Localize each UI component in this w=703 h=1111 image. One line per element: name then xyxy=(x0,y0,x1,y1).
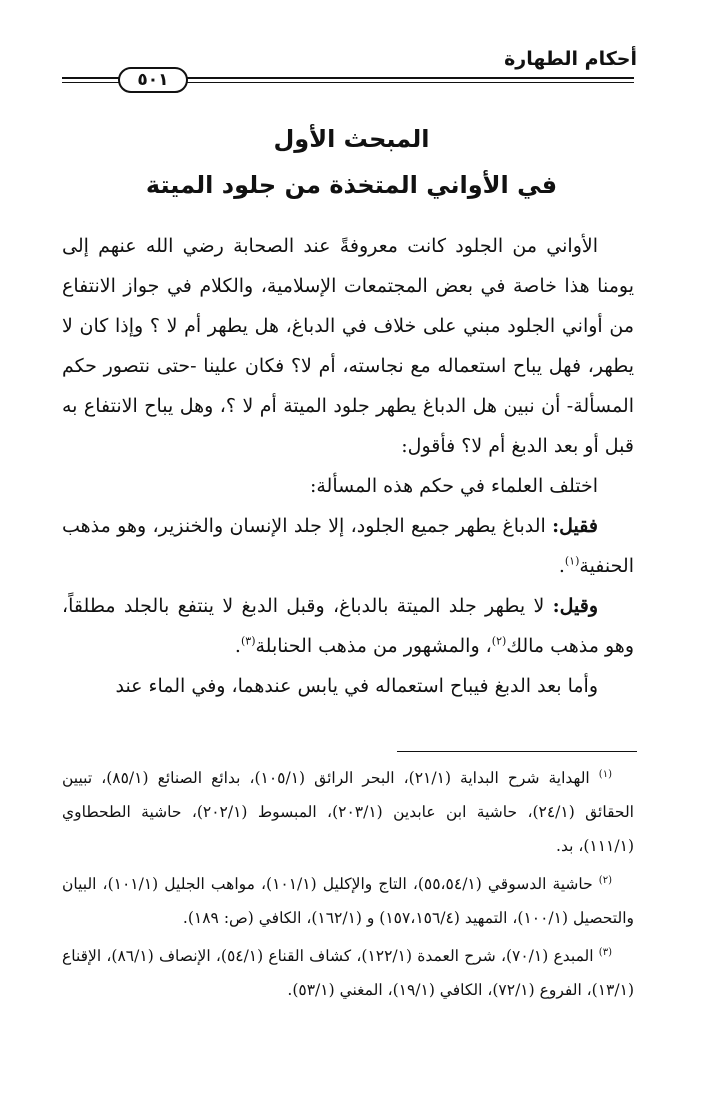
paragraph-lead: وقيل: xyxy=(552,595,598,617)
footnote-number: (١) xyxy=(598,768,612,780)
footnote xyxy=(62,867,634,935)
body-text xyxy=(62,226,634,706)
footnote-number: (٢) xyxy=(598,874,612,886)
paragraph: اختلف العلماء في حكم هذه المسألة: xyxy=(309,475,598,497)
footnote-text: المبدع (٧٠/١)، شرح العمدة (١٢٢/١)، كشاف القناع (٥٤/١)، الإنصاف (٨٦/١)، الإقناع (١٣/١)، الفروع (٧٢/١)، الكافي (١٩/١)، المغني (٥٣/١). xyxy=(62,947,634,999)
paragraph xyxy=(62,506,634,586)
paragraph-end: . xyxy=(558,555,565,577)
running-title: أحكام الطهارة xyxy=(504,48,637,70)
paragraph-text: لا يطهر جلد الميتة بالدباغ، وقبل الدبغ لا ينتفع بالجلد مطلقاً، وهو مذهب مالك xyxy=(62,595,634,657)
paragraph-end: . xyxy=(234,635,241,657)
paragraph: وأما بعد الدبغ فيباح استعماله في يابس عندهما، وفي الماء عند xyxy=(115,675,598,697)
paragraph-text: الدباغ يطهر جميع الجلود، إلا جلد الإنسان والخنزير، وهو مذهب الحنفية xyxy=(62,515,634,577)
footnote xyxy=(62,761,634,863)
page-number: ٥٠١ xyxy=(118,67,188,93)
footnote-number: (٣) xyxy=(598,946,612,958)
footnotes xyxy=(62,761,634,1011)
footnote-divider xyxy=(397,751,637,752)
footnote-ref[interactable]: (٢) xyxy=(491,634,507,648)
section-title: في الأواني المتخذة من جلود الميتة xyxy=(145,171,558,199)
section-heading: المبحث الأول xyxy=(273,125,430,153)
footnote-ref[interactable]: (١) xyxy=(564,554,580,568)
footnote-ref[interactable]: (٣) xyxy=(240,634,256,648)
paragraph: الأواني من الجلود كانت معروفةً عند الصحابة رضي الله عنهم إلى يومنا هذا خاصة في بعض المجتمعات الإسلامية، والكلام في جواز الانتفاع من أواني الجلود مبني على خلاف في الدباغ، هل يطهر أم لا ؟ وإذا كان لا يطهر، فهل يباح استعماله مع نجاسته، أم لا؟ فكان علينا -حتى نتصور حكم المسألة- أن نبين هل الدباغ يطهر جلود الميتة أم لا ؟، وهل يباح الانتفاع به قبل أو بعد الدبغ أم لا؟ فأقول: xyxy=(62,235,634,457)
paragraph xyxy=(62,586,634,666)
footnote-text: حاشية الدسوقي (٥٥،٥٤/١)، التاج والإكليل (١٠١/١)، مواهب الجليل (١٠١/١)، البيان والتحصيل (١٠٠/١)، التمهيد (١٥٧،١٥٦/٤) و (١٦٢/١)، الكافي (ص: ١٨٩). xyxy=(62,875,634,927)
footnote-text: الهداية شرح البداية (٢١/١)، البحر الرائق (١٠٥/١)، بدائع الصنائع (٨٥/١)، تبيين الحقائق (٢٤/١)، حاشية ابن عابدين (٢٠٣/١)، المبسوط (٢٠٢/١)، حاشية الطحطاوي (١١١/١)، بد. xyxy=(62,769,634,855)
paragraph-text: ، والمشهور من مذهب الحنابلة xyxy=(255,635,492,657)
footnote xyxy=(62,939,634,1007)
paragraph-lead: فقيل: xyxy=(552,515,598,537)
